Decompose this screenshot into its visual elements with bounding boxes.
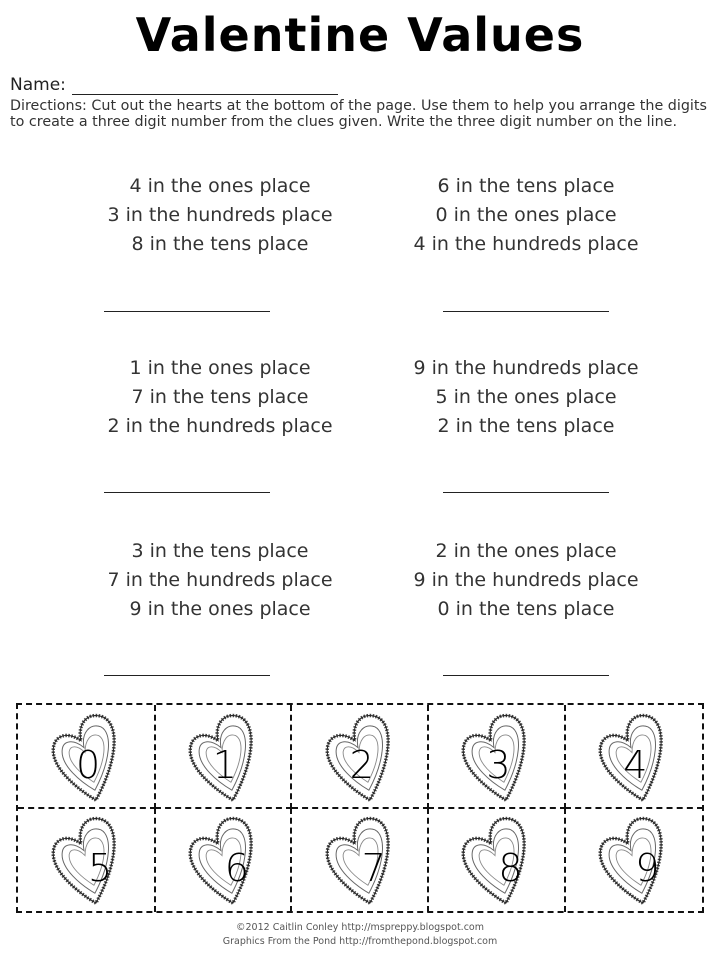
puzzle-6	[356, 537, 696, 624]
heart-icon	[292, 808, 428, 911]
heart-card-6[interactable]	[155, 808, 293, 912]
clue: 2 in the ones place	[435, 540, 617, 562]
heart-icon	[155, 808, 291, 911]
directions-text: Directions: Cut out the hearts at the bottom of the page. Use them to help you arrange the digits to create a three digit number from the clues given. Write the three digit number on the line.	[10, 98, 707, 130]
heart-card-8[interactable]	[428, 808, 566, 912]
clue: 1 in the ones place	[129, 357, 311, 379]
answer-line-1[interactable]	[104, 311, 270, 312]
puzzle-5	[50, 537, 390, 624]
clue: 0 in the tens place	[437, 598, 615, 620]
clue: 6 in the tens place	[437, 175, 615, 197]
clue: 7 in the tens place	[131, 386, 309, 408]
heart-digit: 7	[361, 846, 386, 890]
clue: 2 in the tens place	[437, 415, 615, 437]
heart-card-4[interactable]	[565, 705, 703, 809]
heart-digit: 2	[349, 743, 374, 787]
heart-card-2[interactable]	[292, 705, 430, 809]
puzzle-4	[356, 354, 696, 441]
name-field[interactable]	[10, 75, 338, 95]
heart-card-1[interactable]	[155, 705, 293, 809]
heart-icon	[18, 808, 154, 911]
heart-card-7[interactable]	[292, 808, 430, 912]
name-line[interactable]	[72, 78, 338, 95]
clue: 9 in the ones place	[129, 598, 311, 620]
puzzle-2	[356, 172, 696, 259]
puzzle-3	[50, 354, 390, 441]
heart-digit: 1	[212, 743, 237, 787]
heart-icon	[428, 808, 564, 911]
heart-cutout-grid	[16, 703, 704, 913]
clue: 5 in the ones place	[435, 386, 617, 408]
clue: 9 in the hundreds place	[413, 569, 639, 591]
clue: 2 in the hundreds place	[107, 415, 333, 437]
clue: 8 in the tens place	[131, 233, 309, 255]
heart-digit: 3	[486, 743, 511, 787]
heart-digit: 9	[635, 846, 660, 890]
answer-line-5[interactable]	[104, 675, 270, 676]
name-label: Name:	[10, 75, 66, 95]
clue: 9 in the hundreds place	[413, 357, 639, 379]
heart-digit: 4	[623, 743, 648, 787]
heart-icon	[565, 808, 701, 911]
heart-card-0[interactable]	[18, 705, 156, 809]
credit-line-2: Graphics From the Pond http://fromthepond.blogspot.com	[222, 936, 498, 947]
answer-line-4[interactable]	[443, 492, 609, 493]
heart-card-9[interactable]	[565, 808, 703, 912]
heart-digit: 5	[88, 846, 113, 890]
heart-card-5[interactable]	[18, 808, 156, 912]
heart-digit: 0	[76, 743, 101, 787]
puzzle-1	[50, 172, 390, 259]
page-title: Valentine Values	[135, 8, 585, 62]
heart-digit: 6	[224, 846, 249, 890]
heart-card-3[interactable]	[428, 705, 566, 809]
clue: 4 in the ones place	[129, 175, 311, 197]
clue: 3 in the hundreds place	[107, 204, 333, 226]
clue: 7 in the hundreds place	[107, 569, 333, 591]
answer-line-2[interactable]	[443, 311, 609, 312]
clue: 3 in the tens place	[131, 540, 309, 562]
answer-line-3[interactable]	[104, 492, 270, 493]
heart-digit: 8	[498, 846, 523, 890]
clue: 0 in the ones place	[435, 204, 617, 226]
credit-line-1: ©2012 Caitlin Conley http://mspreppy.blogspot.com	[236, 922, 484, 933]
answer-line-6[interactable]	[443, 675, 609, 676]
clue: 4 in the hundreds place	[413, 233, 639, 255]
